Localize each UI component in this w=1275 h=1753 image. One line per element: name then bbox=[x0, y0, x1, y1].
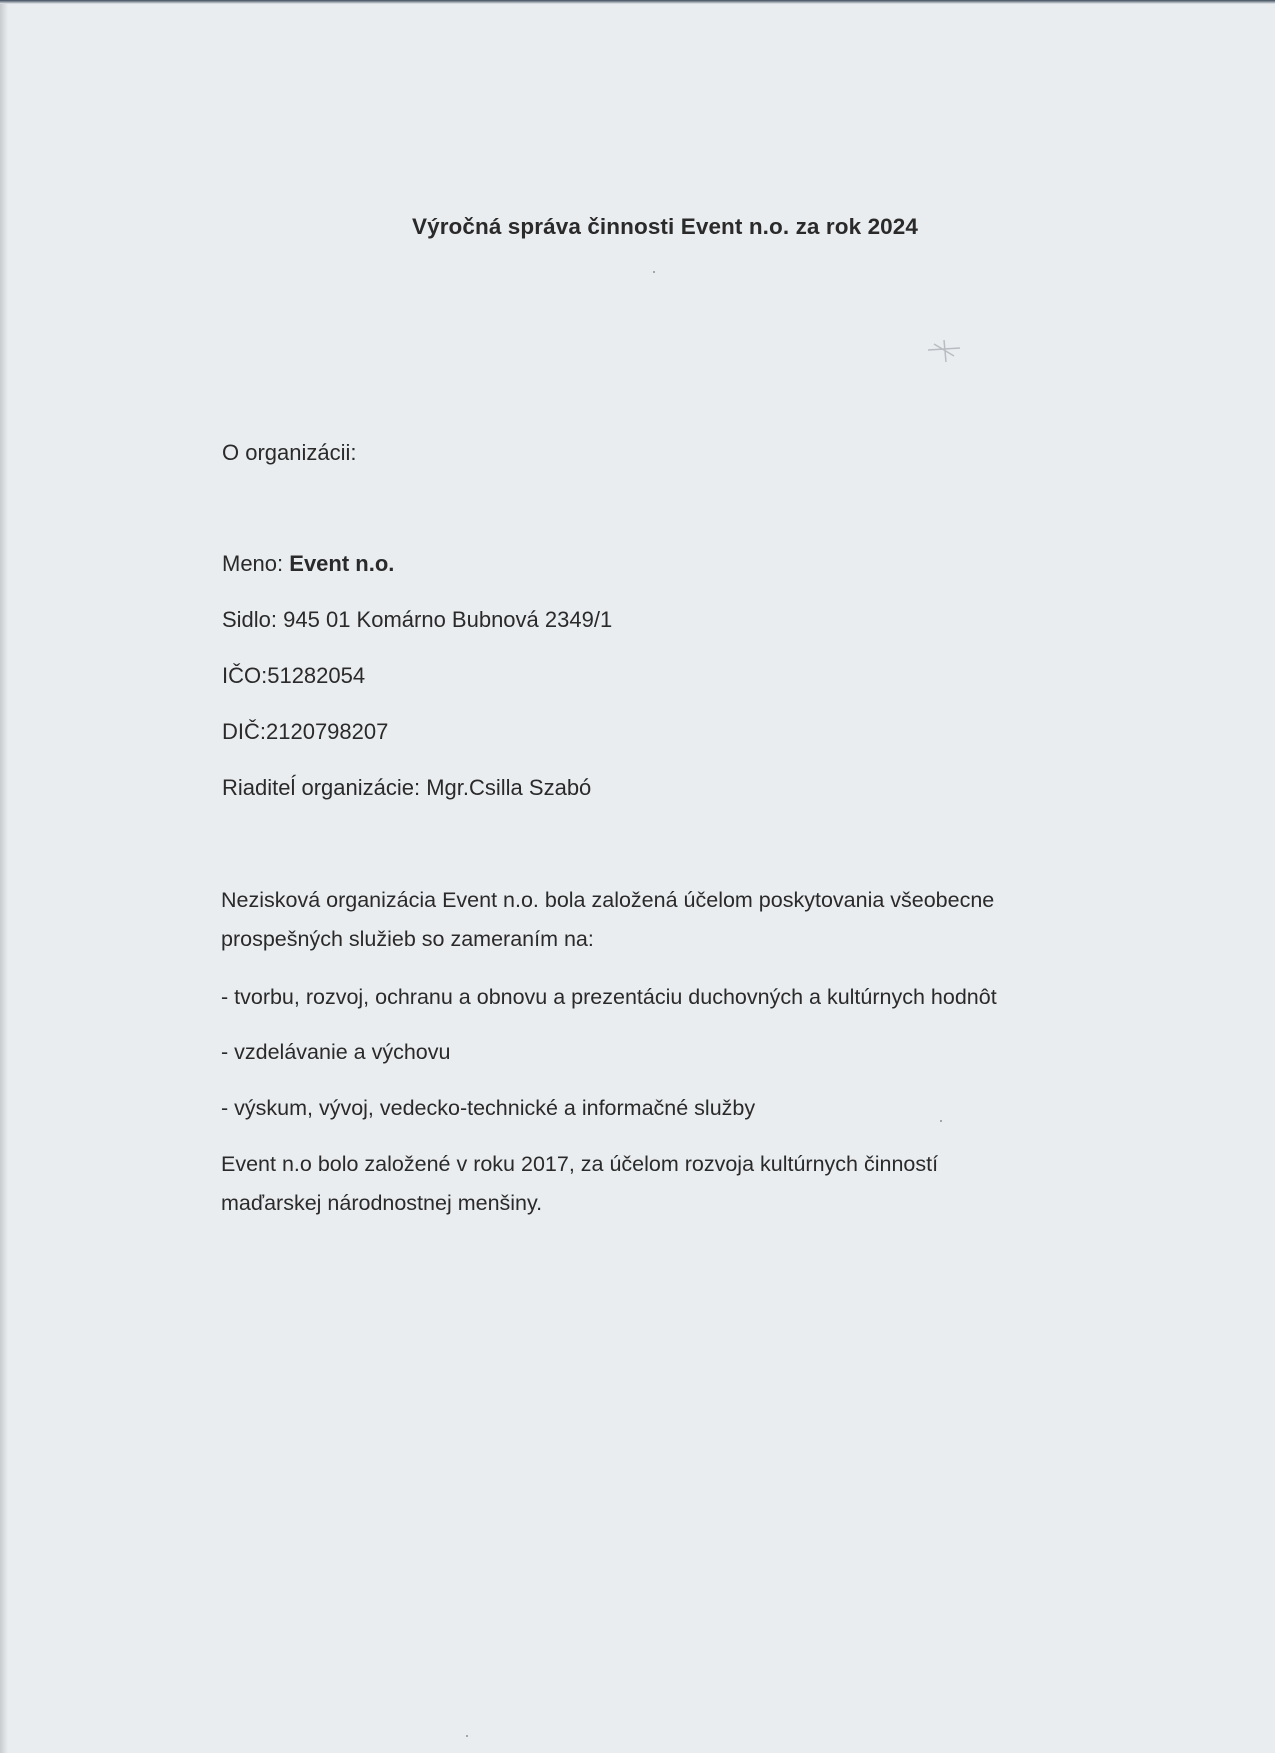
field-dic: DIČ:2120798207 bbox=[222, 719, 389, 744]
scan-top-edge bbox=[0, 0, 1275, 4]
scan-left-edge bbox=[0, 0, 8, 1753]
scan-speck bbox=[466, 1735, 468, 1737]
scan-speck bbox=[653, 271, 655, 273]
closing-line: Event n.o bolo založené v roku 2017, za účelom rozvoja kultúrnych činností bbox=[221, 1152, 939, 1176]
intro-line: prospešných služieb so zameraním na: bbox=[221, 927, 594, 951]
bullet-item: - tvorbu, rozvoj, ochranu a obnovu a prezentáciu duchovných a kultúrnych hodnôt bbox=[221, 985, 997, 1009]
field-seat: Sidlo: 945 01 Komárno Bubnová 2349/1 bbox=[222, 607, 613, 632]
intro-line: Nezisková organizácia Event n.o. bola založená účelom poskytovania všeobecne bbox=[221, 888, 995, 912]
section-heading: O organizácii: bbox=[222, 440, 357, 465]
field-name-value: Event n.o. bbox=[289, 551, 395, 576]
field-name bbox=[222, 551, 394, 577]
closing-line: maďarskej národnostnej menšiny. bbox=[221, 1191, 543, 1215]
bullet-item: - výskum, vývoj, vedecko-technické a informačné služby bbox=[221, 1096, 756, 1120]
field-ico: IČO:51282054 bbox=[222, 663, 366, 688]
scan-speck bbox=[940, 1120, 942, 1122]
bullet-item: - vzdelávanie a výchovu bbox=[221, 1040, 451, 1064]
document-title: Výročná správa činnosti Event n.o. za rok 2024 bbox=[411, 214, 919, 239]
field-director: Riaditeĺ organizácie: Mgr.Csilla Szabó bbox=[222, 775, 592, 800]
field-name-label: Meno: bbox=[222, 551, 290, 576]
scan-smudge bbox=[924, 336, 964, 366]
